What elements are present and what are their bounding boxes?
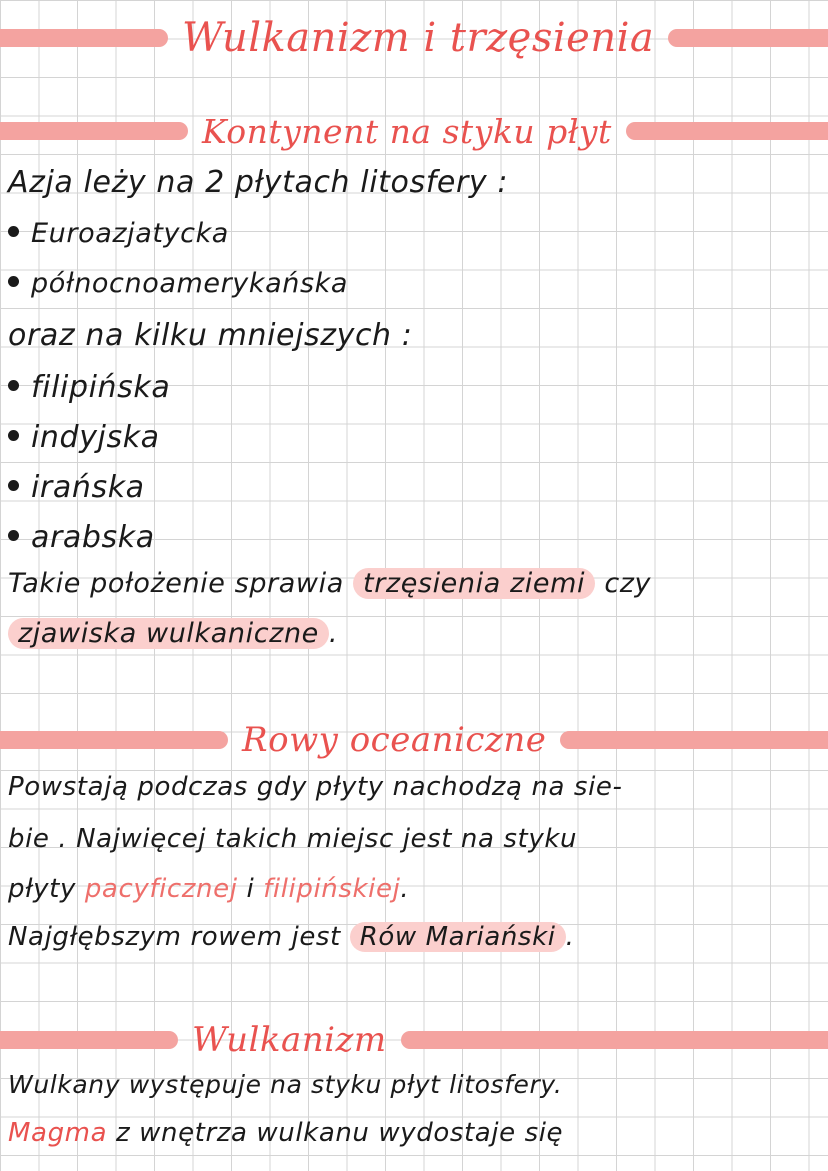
- page-title: Wulkanizm i trzęsienia: [182, 15, 655, 61]
- trenches-line3: płyty pacyficznej i filipińskiej.: [8, 874, 410, 904]
- trenches-header: [0, 716, 828, 764]
- trenches-line2: bie . Najwięcej takich miejsc jest na styku: [8, 824, 578, 854]
- bullet-icon: [8, 276, 19, 287]
- highlight-earthquakes: trzęsienia ziemi: [353, 568, 595, 599]
- trenches-bar-left: [0, 731, 228, 749]
- title-bar-left: [0, 29, 168, 47]
- bullet-icon: [8, 226, 19, 237]
- trenches-line4: Najgłębszym rowem jest Rów Mariański .: [8, 922, 575, 952]
- title-header: [0, 12, 828, 64]
- list-item: Euroazjatycka: [8, 218, 229, 249]
- list-item: filipińska: [8, 370, 170, 405]
- trenches-heading: Rowy oceaniczne: [242, 720, 547, 760]
- bullet-icon: [8, 480, 19, 491]
- list-item: północnoamerykańska: [8, 268, 348, 299]
- highlight-mariana-trench: Rów Mariański: [350, 922, 566, 952]
- plates-summary-line2: zjawiska wulkaniczne .: [8, 618, 338, 649]
- list-item: arabska: [8, 520, 155, 555]
- magma-text: Magma: [8, 1118, 108, 1148]
- volcanism-heading: Wulkanizm: [192, 1020, 387, 1060]
- bullet-icon: [8, 430, 19, 441]
- trenches-bar-right: [560, 731, 828, 749]
- plates-heading: Kontynent na styku płyt: [202, 111, 612, 151]
- volcanism-bar-right: [401, 1031, 828, 1049]
- bullet-icon: [8, 380, 19, 391]
- plates-bar-left: [0, 122, 188, 140]
- bullet-icon: [8, 530, 19, 541]
- volcanism-header: [0, 1016, 828, 1064]
- pacific-plate-text: pacyficznej: [84, 874, 238, 904]
- plates-intro: Azja leży na 2 płytach litosfery :: [8, 165, 509, 200]
- volcanism-line1: Wulkany występuje na styku płyt litosfery.: [8, 1070, 563, 1099]
- plates-summary-line1: Takie położenie sprawia trzęsienia ziemi czy: [8, 568, 652, 599]
- highlight-volcanic: zjawiska wulkaniczne: [8, 618, 329, 649]
- trenches-line1: Powstają podczas gdy płyty nachodzą na sie-: [8, 772, 623, 802]
- title-bar-right: [668, 29, 828, 47]
- list-item: indyjska: [8, 420, 160, 455]
- plates-also: oraz na kilku mniejszych :: [8, 318, 413, 353]
- plates-bar-right: [626, 122, 828, 140]
- plates-header: [0, 108, 828, 154]
- list-item: irańska: [8, 470, 145, 505]
- volcanism-line2: Magma z wnętrza wulkanu wydostaje się: [8, 1118, 564, 1148]
- philippine-plate-text: filipińskiej: [263, 874, 401, 904]
- volcanism-bar-left: [0, 1031, 178, 1049]
